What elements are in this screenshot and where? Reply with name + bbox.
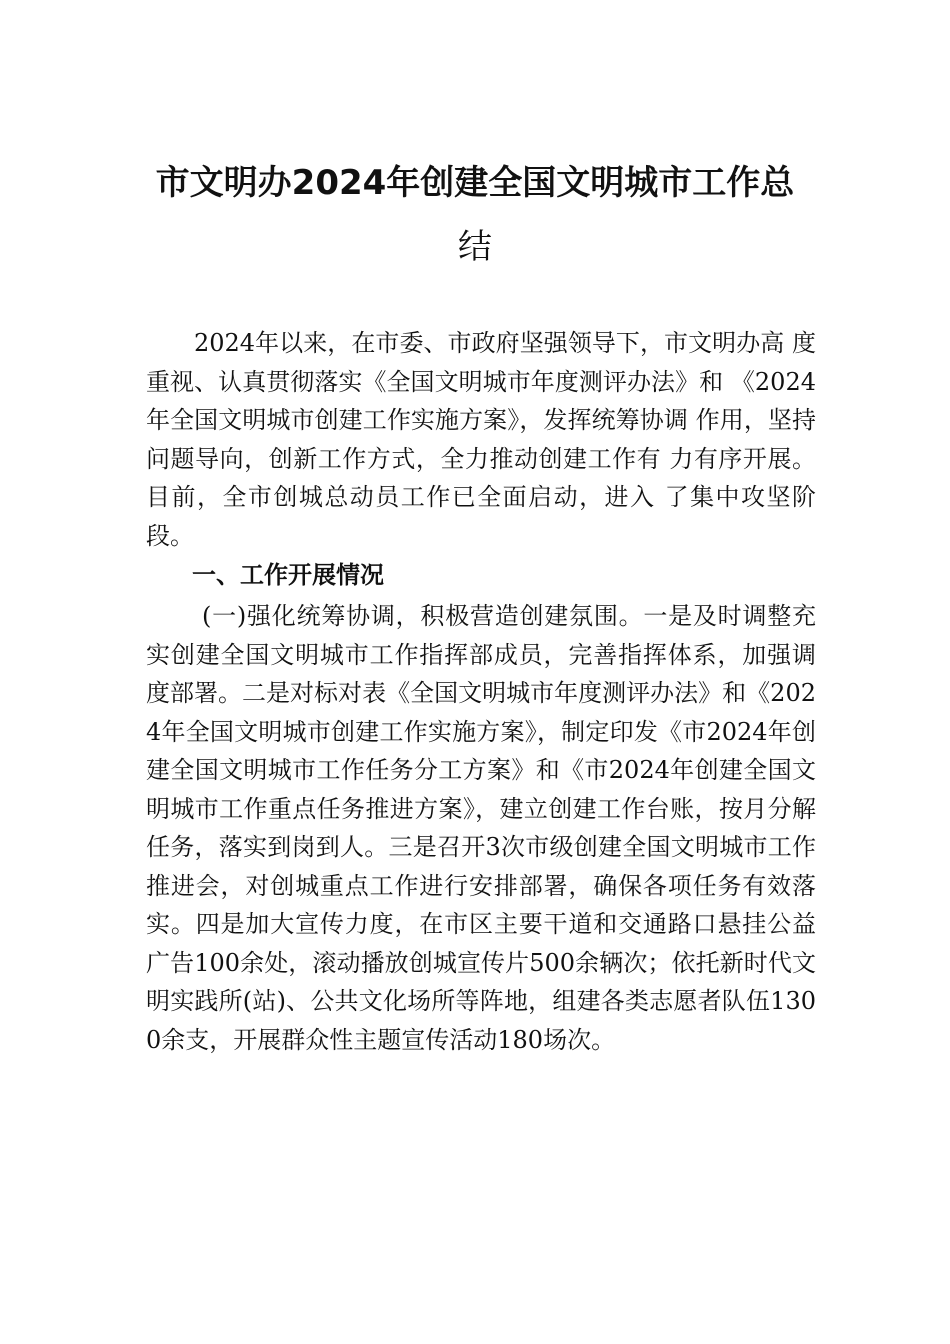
document-title-line-2: 结 — [458, 227, 492, 267]
intro-paragraph: 2024年以来，在市委、市政府坚强领导下，市文明办高 度重视、认真贯彻落实《全国文明城市年度测评办法》和 《2024年全国文明城市创建工作实施方案》，发挥统筹协调 作用，坚持问题导向，创新工作方式，全力推动创建工作有 力有序开展。目前，全市创城总动员工作已全面启动，进入 了集中攻坚阶段。 — [146, 329, 816, 550]
section-heading: 一、工作开展情况 — [192, 561, 384, 589]
document-title-line-1: 市文明办2024年创建全国文明城市工作总 — [155, 163, 795, 203]
section-1-paragraph: (一)强化统筹协调，积极营造创建氛围。一是及时调整充实创建全国文明城市工作指挥部成员，完善指挥体系，加强调度部署。二是对标对表《全国文明城市年度测评办法》和《2024年全国文明城市创建工作实施方案》，制定印发《市2024年创建全国文明城市工作任务分工方案》和《市2024年创建全国文明城市工作重点任务推进方案》，建立创建工作台账，按月分解任务，落实到岗到人。三是召开3次市级创建全国文明城市工作推进会，对创城重点工作进行安排部署，确保各项任务有效落实。四是加大宣传力度，在市区主要干道和交通路口悬挂公益广告100余处，滚动播放创城宣传片500余辆次；依托新时代文明实践所(站)、公共文化场所等阵地，组建各类志愿者队伍1300余支，开展群众性主题宣传活动180场次。 — [146, 602, 816, 1054]
